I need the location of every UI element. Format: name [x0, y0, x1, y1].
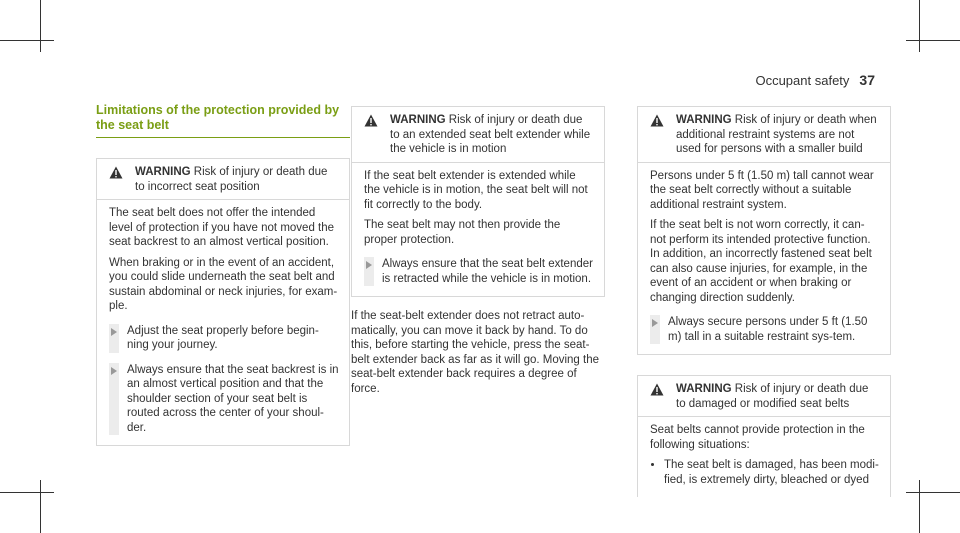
- warning-paragraph: Seat belts cannot provide protection in the following situations:: [650, 424, 865, 451]
- warning-body: [97, 200, 349, 445]
- warning-paragraph: The seat belt does not offer the intended level of protection if you have not moved the seat backrest to an almost vertical position.: [109, 207, 335, 248]
- warning-header: [352, 107, 604, 163]
- body-paragraph: If the seat-belt extender does not retract auto-matically, you can move it back by hand. To do this, before starting the vehicle, press the seat-belt extender back as far as it will go. Moving the seat-belt extender back requires a degree of force.: [351, 310, 600, 395]
- step-bar: [109, 363, 119, 436]
- crop-mark: [906, 40, 960, 41]
- crop-mark: [0, 492, 54, 493]
- action-step: [109, 363, 339, 436]
- warning-box: [96, 158, 350, 446]
- warning-label: WARNING: [676, 114, 732, 126]
- action-step: [109, 324, 339, 353]
- warning-heading: Risk of injury or death due to an extended seat belt extender while the vehicle is in motion: [390, 114, 591, 155]
- column-2: [351, 106, 605, 396]
- warning-triangle-icon: [650, 383, 664, 396]
- warning-box: [637, 106, 891, 355]
- crop-mark: [40, 0, 41, 52]
- warning-paragraph: Persons under 5 ft (1.50 m) tall cannot wear the seat belt correctly without a suitable additional restraint system.: [650, 169, 874, 211]
- warning-paragraph: If the seat belt extender is extended while the vehicle is in motion, the seat belt will not fit correctly to the body.: [364, 169, 588, 211]
- warning-box: [351, 106, 605, 297]
- step-bar: [364, 257, 374, 286]
- warning-paragraph: If the seat belt is not worn correctly, it can-not perform its intended protective function. In addition, an incorrectly fastened seat belt can also cause injuries, for example, in the event of an accident or when braking or changing direction suddenly.: [650, 219, 872, 304]
- warning-box: [637, 375, 891, 497]
- warning-heading: Risk of injury or death due to damaged or modified seat belts: [676, 383, 869, 410]
- warning-paragraph: The seat belt may not then provide the proper protection.: [364, 219, 561, 246]
- warning-paragraph: When braking or in the event of an accident, you could slide underneath the seat belt and sustain abdominal or neck injuries, for exam-ple.: [109, 256, 338, 312]
- crop-mark: [40, 480, 41, 533]
- crop-mark: [906, 492, 960, 493]
- action-step: [650, 315, 880, 344]
- crop-mark: [0, 40, 54, 41]
- warning-triangle-icon: [364, 114, 378, 127]
- step-text: Always ensure that the seat backrest is in an almost vertical position and that the shoulder section of your seat belt is routed across the center of your shoul-der.: [127, 363, 339, 434]
- arrow-right-icon: [111, 367, 117, 375]
- warning-triangle-icon: [650, 114, 664, 127]
- bullet-list: [650, 458, 880, 487]
- page-header: [755, 72, 875, 88]
- arrow-right-icon: [366, 261, 372, 269]
- warning-header: [638, 376, 890, 417]
- arrow-right-icon: [652, 319, 658, 327]
- step-text: Always secure persons under 5 ft (1.50 m) tall in a suitable restraint sys-tem.: [668, 316, 868, 343]
- warning-header: [638, 107, 890, 163]
- column-1: [96, 103, 350, 446]
- step-text: Adjust the seat properly before begin-ning your journey.: [127, 324, 319, 351]
- warning-label: WARNING: [676, 383, 732, 395]
- warning-header: [97, 159, 349, 200]
- step-bar: [650, 315, 660, 344]
- crop-mark: [919, 480, 920, 533]
- warning-heading: Risk of injury or death when additional restraint systems are not used for persons with a smaller build: [676, 114, 877, 155]
- warning-label: WARNING: [390, 114, 446, 126]
- warning-body: [352, 163, 604, 297]
- warning-heading: Risk of injury or death due to incorrect seat position: [135, 166, 328, 193]
- warning-label: WARNING: [135, 166, 191, 178]
- crop-mark: [919, 0, 920, 52]
- list-item: • The seat belt is damaged, has been modi-fied, is extremely dirty, bleached or dyed: [664, 458, 880, 487]
- page-number: 37: [859, 72, 875, 88]
- column-3: [637, 106, 891, 497]
- arrow-right-icon: [111, 328, 117, 336]
- warning-body: [638, 163, 890, 355]
- section-heading: Limitations of the protection provided by the seat belt: [96, 103, 350, 138]
- warning-body: [638, 417, 890, 497]
- step-bar: [109, 324, 119, 353]
- action-step: [364, 257, 594, 286]
- warning-triangle-icon: [109, 166, 123, 179]
- section-title: Occupant safety: [755, 73, 850, 88]
- step-text: Always ensure that the seat belt extender is retracted while the vehicle is in motion.: [382, 258, 593, 285]
